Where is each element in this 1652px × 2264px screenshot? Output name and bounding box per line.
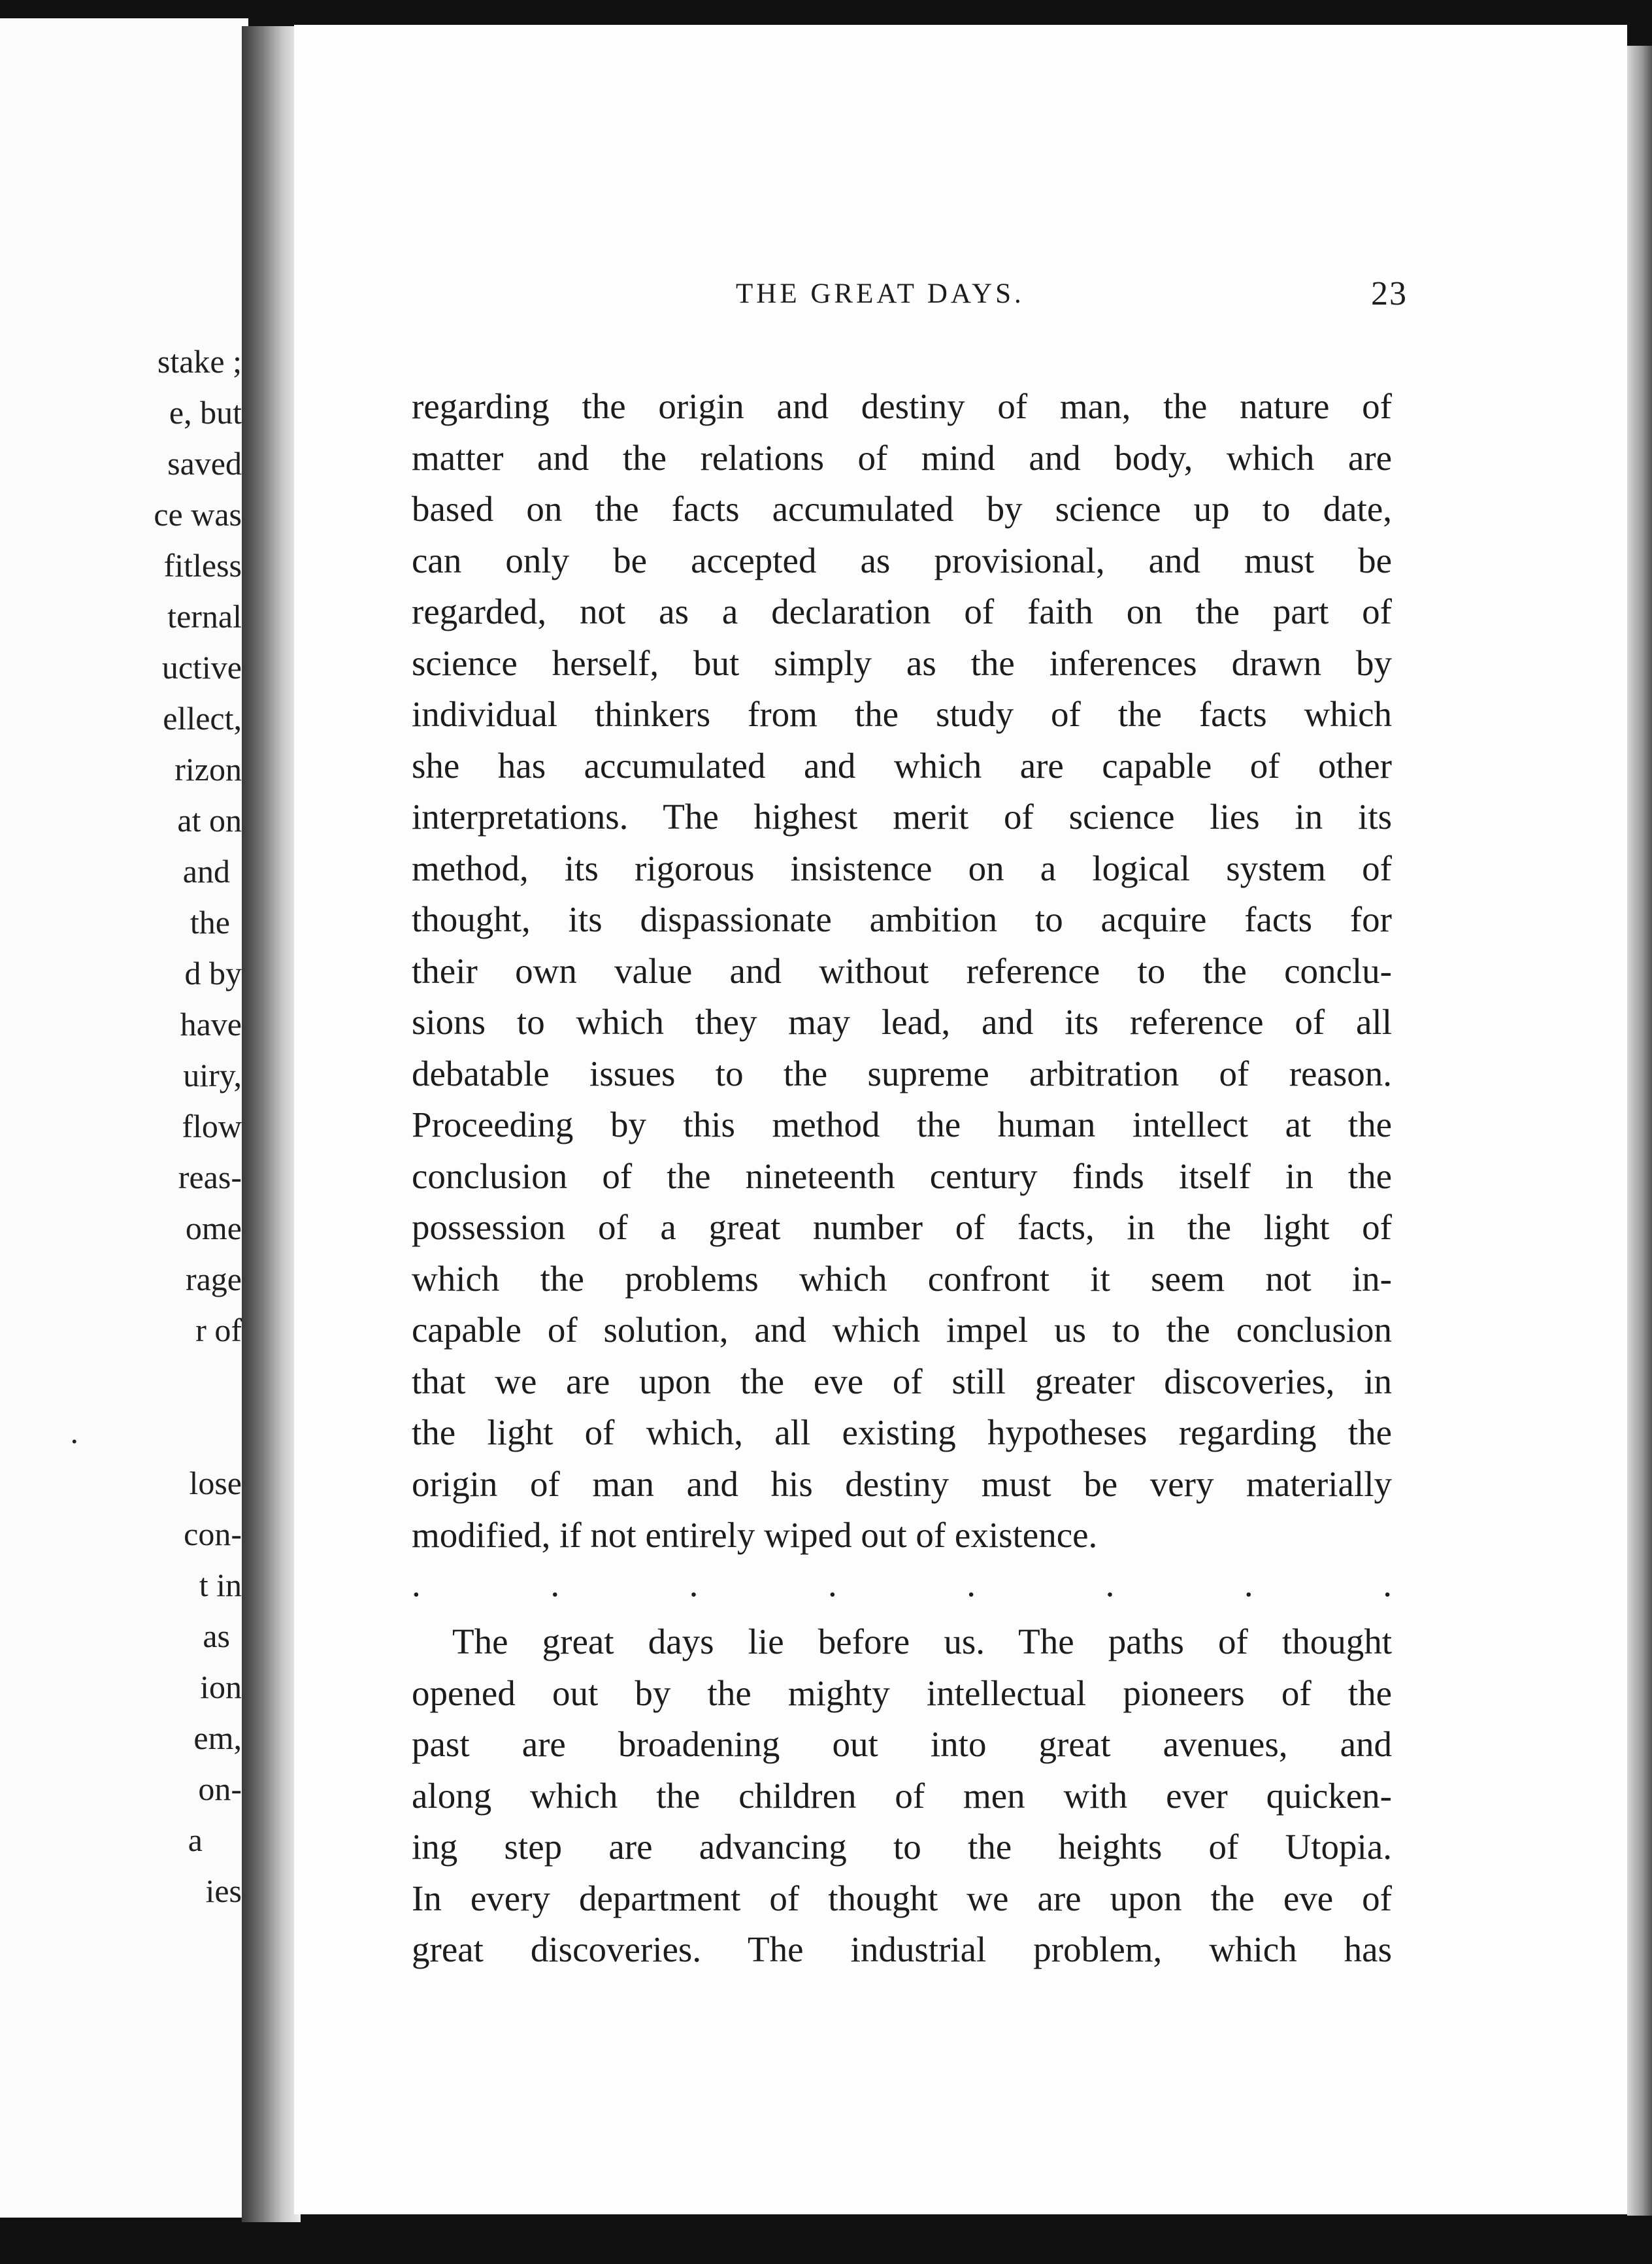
left-page-line: saved	[167, 445, 242, 482]
page-number: 23	[1371, 275, 1408, 312]
text-line: regarded, not as a declaration of faith on the part of	[412, 591, 1392, 631]
left-page-line: uiry,	[183, 1057, 242, 1093]
text-line: debatable issues to the supreme arbitration of reason.	[412, 1053, 1392, 1093]
text-line: which the problems which confront it seem not in-	[412, 1258, 1392, 1299]
paragraph-2	[412, 1616, 1392, 1976]
separator-dot: .	[1383, 1563, 1392, 1604]
text-line: capable of solution, and which impel us to the conclusion	[412, 1310, 1392, 1350]
text-line: The great days lie before us. The paths of thought	[452, 1622, 1392, 1661]
text-line: interpretations. The highest merit of science lies in its	[412, 797, 1392, 837]
text-line: can only be accepted as provisional, and must be	[412, 540, 1392, 580]
left-page-line: ternal	[167, 598, 242, 635]
left-page-line: d by	[184, 955, 242, 991]
left-page-line: ellect,	[163, 700, 242, 737]
left-page-line: uctive	[161, 649, 242, 686]
right-page	[294, 25, 1627, 2214]
left-page-line: a	[188, 1822, 203, 1858]
left-page-line: ion	[200, 1669, 242, 1705]
left-page-line: flow	[182, 1108, 242, 1144]
left-page-line: on-	[198, 1771, 242, 1807]
separator-dot: .	[1105, 1563, 1115, 1604]
text-line: along which the children of men with ever quicken-	[412, 1775, 1392, 1816]
text-line: regarding the origin and destiny of man, the nature of	[412, 386, 1392, 426]
left-page-line: con-	[184, 1516, 242, 1552]
running-head	[294, 275, 1627, 314]
separator-dot: .	[827, 1563, 837, 1604]
left-facing-page	[0, 18, 248, 2218]
left-page-line: t in	[199, 1567, 242, 1603]
text-line: that we are upon the eve of still greater discoveries, in	[412, 1361, 1392, 1401]
left-page-line: at on	[177, 802, 242, 839]
left-page-line: em,	[193, 1720, 242, 1756]
text-line: In every department of thought we are upon the eve of	[412, 1878, 1392, 1918]
left-page-line: ome	[185, 1210, 242, 1246]
left-page-line: as	[203, 1618, 230, 1654]
left-page-line: lose	[189, 1465, 242, 1501]
left-page-line: rizon	[174, 751, 242, 788]
left-page-line: stake ;	[157, 343, 242, 380]
running-head-title: THE GREAT DAYS.	[736, 278, 1025, 309]
text-line: past are broadening out into great avenues, and	[412, 1724, 1392, 1764]
text-line: ing step are advancing to the heights of Utopia.	[412, 1827, 1392, 1867]
ellipsis-separator	[412, 1561, 1392, 1613]
text-line: she has accumulated and which are capable of other	[412, 745, 1392, 786]
text-line: science herself, but simply as the inferences drawn by	[412, 642, 1392, 683]
separator-dot: .	[550, 1563, 560, 1604]
text-line: thought, its dispassionate ambition to acquire facts for	[412, 899, 1392, 939]
text-line: method, its rigorous insistence on a logical system of	[412, 848, 1392, 888]
left-page-line: e, but	[169, 394, 242, 431]
left-page-line: r of	[195, 1312, 242, 1348]
book-gutter-shadow	[242, 26, 301, 2222]
text-line: opened out by the mighty intellectual pioneers of the	[412, 1673, 1392, 1713]
separator-dot: .	[689, 1563, 699, 1604]
page-edge-shadow	[1627, 46, 1652, 2216]
paragraph-1	[412, 381, 1392, 1561]
text-line: the light of which, all existing hypotheses regarding the	[412, 1412, 1392, 1452]
body-text	[412, 381, 1392, 1976]
left-page-line: reas-	[178, 1159, 242, 1195]
text-line: based on the facts accumulated by science up to date,	[412, 489, 1392, 529]
left-page-line: fitless	[163, 547, 242, 584]
separator-dot: .	[412, 1563, 421, 1604]
text-line: Proceeding by this method the human intellect at the	[412, 1105, 1392, 1144]
text-line: sions to which they may lead, and its reference of all	[412, 1002, 1392, 1042]
separator-dot: .	[1244, 1563, 1253, 1604]
left-page-line: ies	[205, 1873, 242, 1909]
text-line: individual thinkers from the study of the facts which	[412, 694, 1392, 734]
left-page-line: .	[70, 1414, 78, 1450]
text-line: possession of a great number of facts, in the light of	[412, 1207, 1392, 1247]
text-line: modified, if not entirely wiped out of existence.	[412, 1515, 1098, 1555]
left-page-line: and	[182, 853, 230, 890]
left-page-line: rage	[185, 1261, 242, 1297]
separator-dot: .	[966, 1563, 976, 1604]
left-page-line: ce was	[154, 496, 242, 533]
text-line: origin of man and his destiny must be very materially	[412, 1463, 1392, 1504]
text-line: great discoveries. The industrial problem, which has	[412, 1929, 1392, 1969]
text-line: matter and the relations of mind and body, which are	[412, 437, 1392, 478]
text-line: their own value and without reference to the conclu-	[412, 950, 1392, 991]
left-page-line: the	[190, 904, 230, 941]
left-page-line: have	[180, 1006, 242, 1042]
text-line: conclusion of the nineteenth century finds itself in the	[412, 1156, 1392, 1196]
